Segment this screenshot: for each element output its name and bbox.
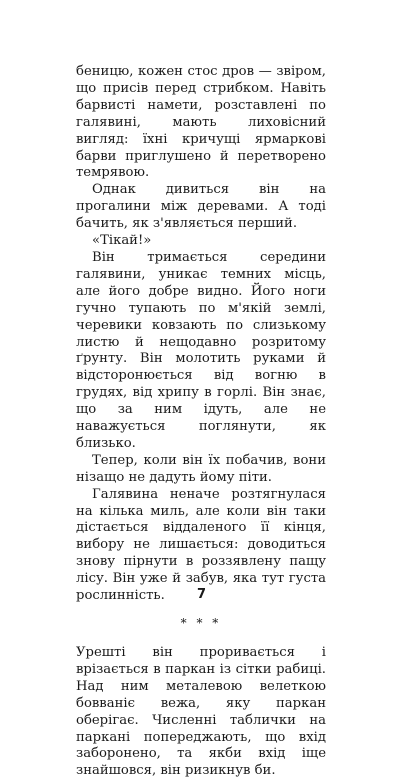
paragraph: Урешті він проривається і врізається в паркан із сітки рабиці. Над ним металевою велеткою бовваніє вежа, яку паркан оберігає. Численні таблички на паркані попереджають, що вхід заборонено, та якби вхід іще знайшовся, він ризикнув би. (76, 645, 326, 779)
paragraph: Однак дивиться він на прогалини між деревами. А тоді бачить, як з'являється перший. (76, 182, 326, 232)
paragraph: «Тікай!» (92, 233, 152, 249)
section-separator: * * * (180, 616, 222, 630)
paragraph: Тепер, коли він їх побачив, вони нізащо не дадуть йому піти. (76, 452, 326, 485)
paragraph: Він тримається середини галявини, уникає темних місць, але його добре видно. Його ноги гучно тупають по м'якій землі, черевики ковзають по слизькому листю й нещодавно розритому ґрунту. Він молотить руками й відсторонюється від вогню в грудях, від хрипу в горлі. Він знає, що за ним ідуть, але не наважується поглянути, як близько. (76, 249, 326, 451)
paragraph: Галявина неначе розтягнулася на кілька миль, але коли він таки дістається віддаленого її кінця, вибору не лишається: доводиться знову пірнути в роззявлену пащу лісу. Він уже й забув, яка тут густа рослинність. (76, 486, 326, 604)
paragraph: беницю, кожен стос дров — звіром, що присів перед стрибком. Навіть барвисті намети, розставлені по галявині, мають лиховісний вигляд: їхні кричущі ярмаркові барви приглушено й перетворено темрявою. (76, 64, 326, 181)
body-text (76, 64, 326, 780)
page-number: 7 (196, 587, 207, 602)
